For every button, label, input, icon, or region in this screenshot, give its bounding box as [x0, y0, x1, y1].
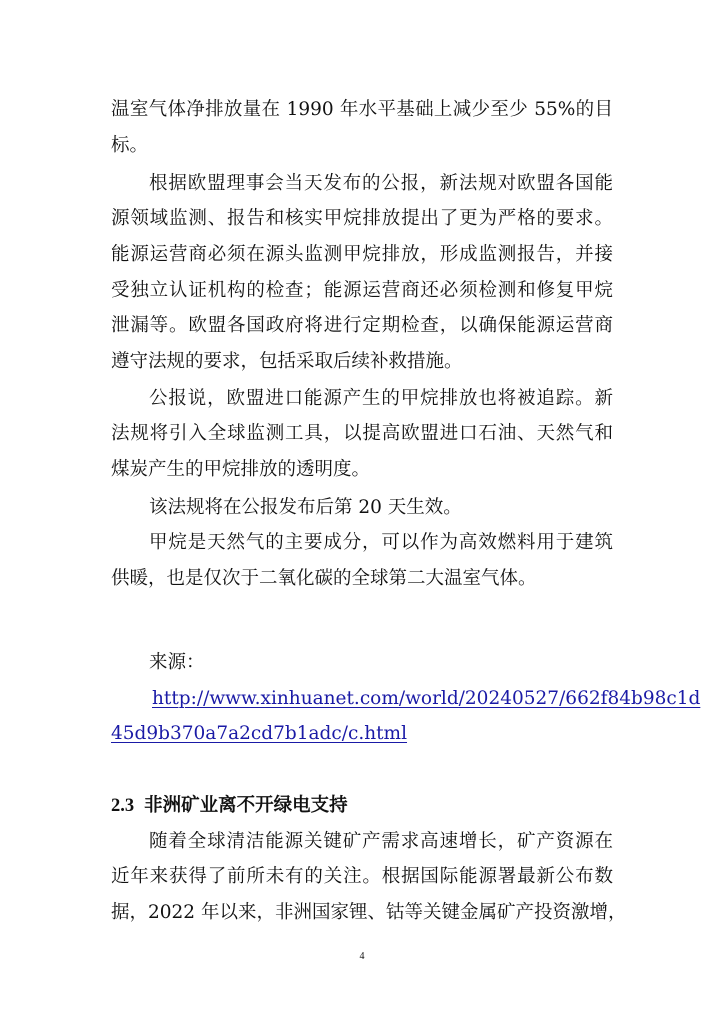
page-number: 4 — [359, 951, 365, 962]
paragraph-line: 甲烷是天然气的主要成分，可以作为高效燃料用于建筑 — [149, 532, 613, 553]
section-heading — [111, 793, 348, 819]
paragraph-line: 据，2022 年以来，非洲国家锂、钴等关键金属矿产投资激增， — [111, 902, 627, 923]
paragraph-line: 标。 — [111, 135, 149, 156]
paragraph-line: 遵守法规的要求，包括采取后续补救措施。 — [111, 351, 463, 372]
paragraph-line: 供暖，也是仅次于二氧化碳的全球第二大温室气体。 — [111, 568, 537, 589]
source-link[interactable]: http://www.xinhuanet.com/world/20240527/662f84b98c1d — [152, 688, 701, 709]
paragraph-line: 根据欧盟理事会当天发布的公报，新法规对欧盟各国能 — [149, 173, 613, 194]
source-link-line-1[interactable] — [152, 686, 701, 712]
source-label: 来源： — [149, 652, 205, 673]
paragraph-line: 泄漏等。欧盟各国政府将进行定期检查，以确保能源运营商 — [111, 315, 613, 336]
source-link-line-2[interactable] — [111, 721, 613, 747]
paragraph-line: 能源运营商必须在源头监测甲烷排放，形成监测报告，并接 — [111, 244, 613, 265]
paragraph-line: 源领域监测、报告和核实甲烷排放提出了更为严格的要求。 — [111, 208, 613, 229]
paragraph-line: 煤炭产生的甲烷排放的透明度。 — [111, 459, 371, 480]
source-link-continued[interactable]: 45d9b370a7a2cd7b1adc/c.html — [111, 723, 408, 744]
paragraph-line: 该法规将在公报发布后第 20 天生效。 — [149, 497, 462, 518]
section-number: 2.3 — [111, 796, 135, 816]
paragraph-line: 受独立认证机构的检查；能源运营商还必须检测和修复甲烷 — [111, 280, 613, 301]
paragraph-line: 温室气体净排放量在 1990 年水平基础上减少至少 55%的目 — [111, 99, 613, 120]
paragraph-line: 随着全球清洁能源关键矿产需求高速增长，矿产资源在 — [149, 831, 613, 852]
section-title: 非洲矿业离不开绿电支持 — [144, 796, 348, 816]
paragraph-line: 近年来获得了前所未有的关注。根据国际能源署最新公布数 — [111, 866, 613, 887]
paragraph-line: 法规将引入全球监测工具，以提高欧盟进口石油、天然气和 — [111, 423, 613, 444]
paragraph-line: 公报说，欧盟进口能源产生的甲烷排放也将被追踪。新 — [149, 388, 613, 409]
